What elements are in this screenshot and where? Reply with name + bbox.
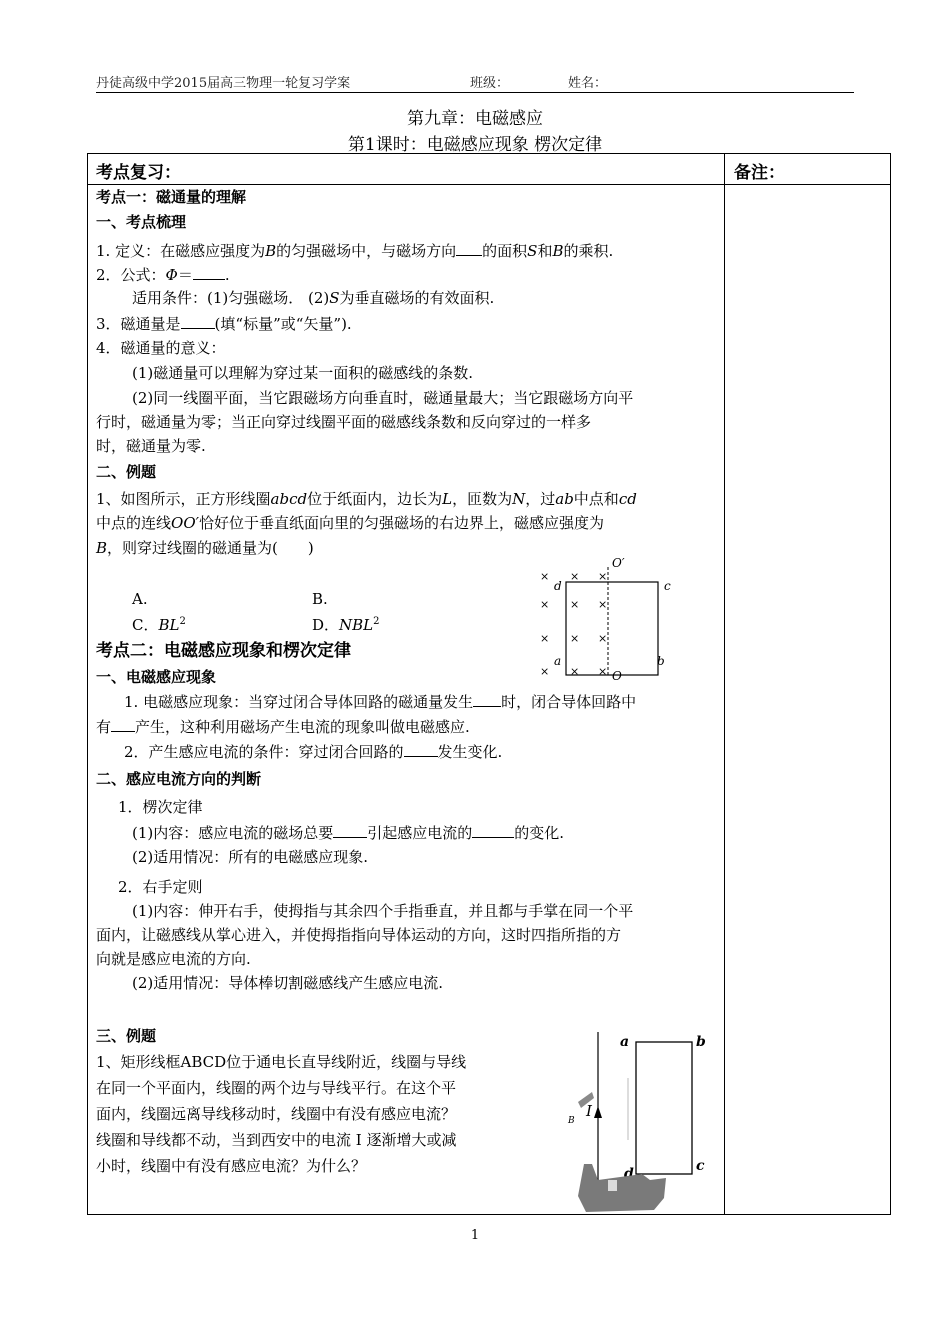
label-d: d bbox=[624, 1166, 634, 1182]
option-b: B. bbox=[312, 590, 328, 608]
label-b: b bbox=[696, 1034, 706, 1050]
header-class-label: 班级： bbox=[470, 76, 510, 91]
page-header bbox=[96, 70, 854, 93]
svg-text:×: × bbox=[570, 632, 580, 645]
blank-field bbox=[193, 263, 225, 280]
header-school: 丹徒高级中学2015届高三物理一轮复习学案 bbox=[96, 76, 351, 91]
k1-line8: 行时，磁通量为零；当正向穿过线圈平面的磁感线条数和反向穿过的一样多 bbox=[96, 413, 592, 431]
k2-r4: 2．右手定则 bbox=[118, 878, 203, 896]
k2-r6: 面内，让磁感线从掌心进入，并使拇指指向导体运动的方向，这时四指所指的方 bbox=[96, 926, 622, 944]
blank-field bbox=[404, 740, 438, 757]
svg-text:×: × bbox=[540, 598, 550, 611]
k1-line1: 1. 定义：在磁感应强度为B的匀强磁场中，与磁场方向 的面积S和B的乘积. bbox=[96, 239, 613, 262]
field-crosses bbox=[540, 570, 607, 678]
k2-p3: 2．产生感应电流的条件：穿过闭合回路的 发生变化. bbox=[124, 740, 502, 763]
svg-text:×: × bbox=[540, 570, 550, 583]
k2-r3: (2)适用情况：所有的电磁感应现象. bbox=[132, 848, 369, 866]
col-main-header: 考点复习： bbox=[96, 163, 181, 183]
k2-r1: 1．楞次定律 bbox=[118, 798, 203, 816]
k1-example-line3: B，则穿过线圈的磁通量为( ) bbox=[96, 539, 314, 557]
blank-field bbox=[181, 312, 215, 329]
k2-r5: (1)内容：伸开右手，使拇指与其余四个手指垂直，并且都与手掌在同一个平 bbox=[132, 902, 634, 920]
k1-example-line1: 1、如图所示，正方形线圈abcd位于纸面内，边长为L，匝数为N，过ab中点和cd bbox=[96, 490, 637, 508]
k2-r8: (2)适用情况：导体棒切割磁感线产生感应电流. bbox=[132, 974, 444, 992]
option-a: A. bbox=[132, 590, 148, 608]
blank-field bbox=[473, 690, 501, 707]
svg-text:×: × bbox=[598, 598, 608, 611]
svg-text:×: × bbox=[570, 665, 580, 678]
option-c: C．$BL^2$ bbox=[132, 616, 186, 634]
svg-text:×: × bbox=[540, 632, 550, 645]
label-d: d bbox=[554, 579, 562, 593]
k1-line7: (2)同一线圈平面，当它跟磁场方向垂直时，磁通量最大；当它跟磁场方向平 bbox=[132, 389, 634, 407]
table-divider bbox=[724, 153, 725, 1215]
k2-q4: 线圈和导线都不动，当到西安中的电流 I 逐渐增大或减 bbox=[96, 1131, 457, 1149]
k2-title: 考点二：电磁感应现象和楞次定律 bbox=[96, 641, 351, 661]
label-field: B bbox=[568, 1116, 575, 1126]
base-label bbox=[608, 1180, 617, 1191]
k1-example-line2: 中点的连线OO′恰好位于垂直纸面向里的匀强磁场的右边界上，磁感应强度为 bbox=[96, 514, 605, 532]
label-o-top: O′ bbox=[612, 556, 625, 570]
k2-q2: 在同一个平面内，线圈的两个边与导线平行。在这个平 bbox=[96, 1079, 457, 1097]
lesson-title: 第1课时：电磁感应现象 楞次定律 bbox=[347, 135, 603, 155]
blank-field bbox=[111, 715, 135, 732]
k2-q5: 小时，线圈中有没有感应电流？为什么？ bbox=[96, 1157, 367, 1175]
wire-loop-figure bbox=[556, 1030, 722, 1214]
k1-line3: 适用条件：(1)匀强磁场． (2)S为垂直磁场的有效面积. bbox=[132, 289, 495, 307]
page-number: 1 bbox=[470, 1228, 480, 1243]
k1-line2: 2．公式：Φ＝ . bbox=[96, 263, 230, 286]
k2-p1: 1. 电磁感应现象：当穿过闭合导体回路的磁通量发生 时，闭合导体回路中 bbox=[124, 690, 636, 713]
k2-sub2: 二、感应电流方向的判断 bbox=[96, 770, 262, 788]
k2-q3: 面内，线圈远离导线移动时，线圈中有没有感应电流？ bbox=[96, 1105, 457, 1123]
label-c: c bbox=[664, 579, 671, 593]
blank-field bbox=[472, 821, 514, 838]
col-notes-header: 备注： bbox=[734, 163, 785, 183]
label-o-bottom: O bbox=[612, 669, 622, 683]
blank-field bbox=[456, 239, 482, 256]
table-header-rule bbox=[87, 184, 891, 185]
k1-line6: (1)磁通量可以理解为穿过某一面积的磁感线的条数. bbox=[132, 364, 474, 382]
svg-text:×: × bbox=[540, 665, 550, 678]
blank-field bbox=[333, 821, 367, 838]
label-current: I bbox=[586, 1102, 592, 1120]
label-a: a bbox=[620, 1034, 630, 1050]
k1-sub2: 二、例题 bbox=[96, 463, 157, 481]
k1-line5: 4．磁通量的意义： bbox=[96, 339, 226, 357]
option-d: D．NBL$^2$ bbox=[312, 616, 380, 634]
k2-sub1: 一、电磁感应现象 bbox=[96, 668, 217, 686]
svg-text:×: × bbox=[570, 570, 580, 583]
chapter-title: 第九章：电磁感应 bbox=[407, 109, 543, 129]
label-c: c bbox=[696, 1158, 705, 1174]
k1-line4: 3．磁通量是 (填“标量”或“矢量”). bbox=[96, 312, 352, 335]
svg-text:×: × bbox=[598, 570, 608, 583]
k2-q1: 1、矩形线框ABCD位于通电长直导线附近，线圈与导线 bbox=[96, 1053, 467, 1071]
k2-r2: (1)内容：感应电流的磁场总要 引起感应电流的 的变化. bbox=[132, 821, 564, 844]
k1-sub1: 一、考点梳理 bbox=[96, 213, 187, 231]
svg-text:×: × bbox=[570, 598, 580, 611]
label-b: b bbox=[657, 654, 665, 668]
svg-text:×: × bbox=[598, 632, 608, 645]
svg-text:×: × bbox=[598, 665, 608, 678]
k2-p2: 有 产生，这种利用磁场产生电流的现象叫做电磁感应. bbox=[96, 715, 470, 738]
k2-sub3: 三、例题 bbox=[96, 1027, 157, 1045]
coil-field-figure bbox=[530, 553, 680, 683]
header-name-label: 姓名： bbox=[568, 76, 608, 91]
label-a: a bbox=[554, 654, 562, 668]
coil-square bbox=[566, 582, 658, 675]
k1-line9: 时，磁通量为零. bbox=[96, 437, 206, 455]
k1-title: 考点一：磁通量的理解 bbox=[96, 188, 247, 206]
k2-r7: 向就是感应电流的方向. bbox=[96, 950, 251, 968]
